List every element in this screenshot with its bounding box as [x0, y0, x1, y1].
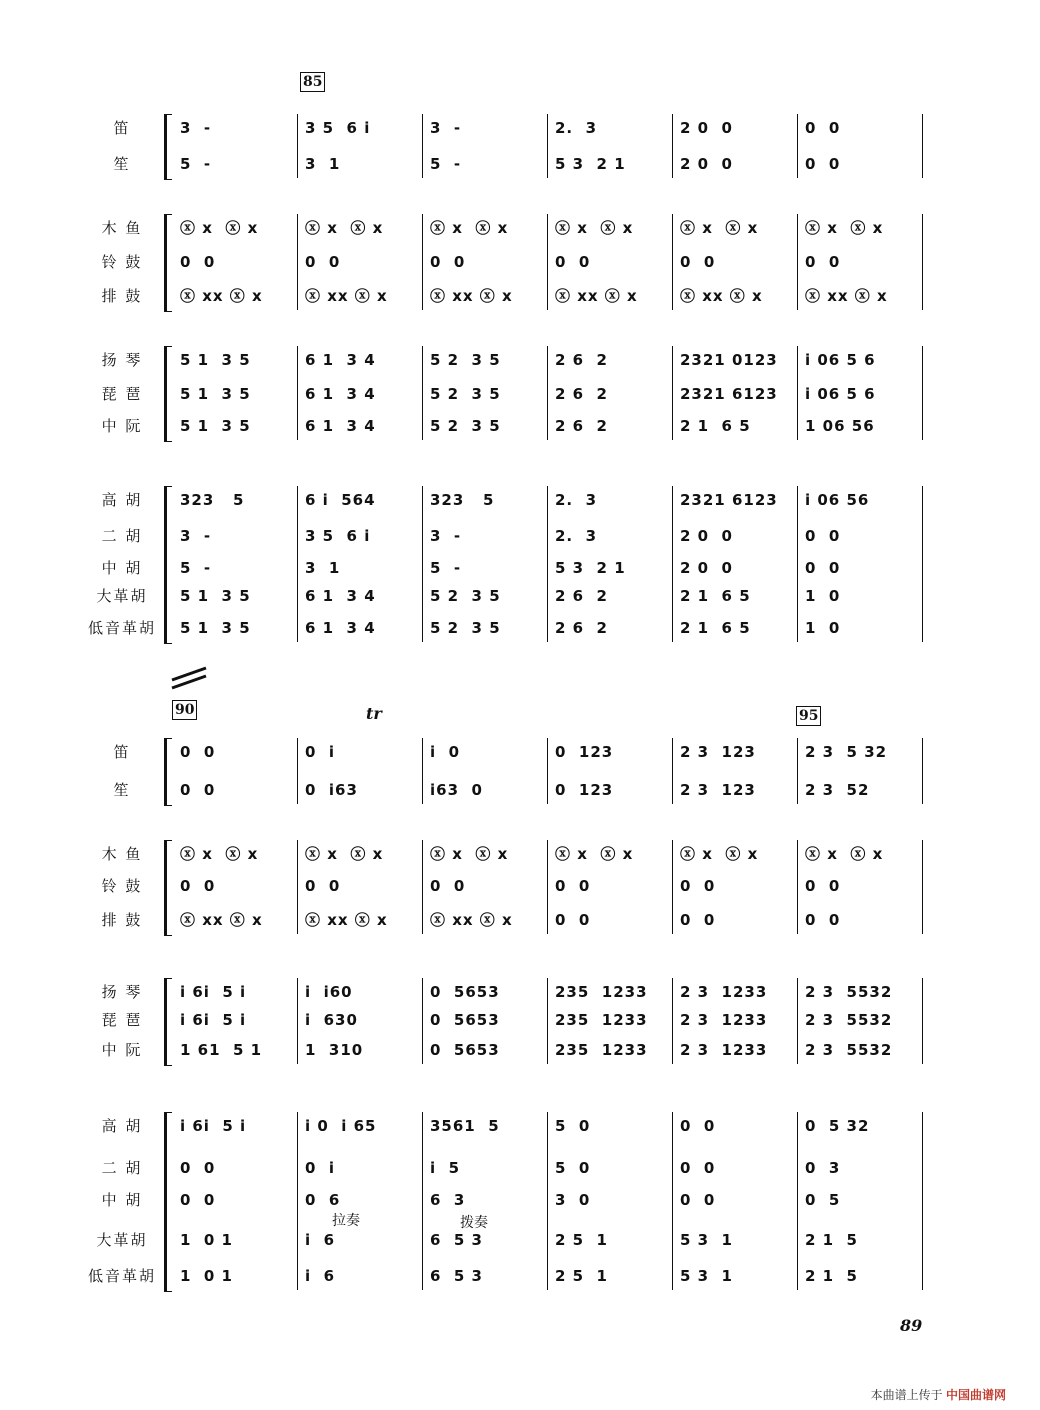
instrument-label: 扬 琴 [101, 983, 143, 1001]
measure: 2 3 5532 [805, 983, 893, 1001]
instrument-label: 大革胡 [96, 587, 148, 605]
measure: 1 310 [305, 1041, 364, 1059]
measure: 2 1 5 [805, 1267, 858, 1285]
measure: i 0 [430, 743, 461, 761]
instrument-label: 二 胡 [101, 1159, 143, 1177]
instrument-label: 高 胡 [101, 1117, 143, 1135]
measure: 235 1233 [555, 983, 648, 1001]
staff-row [0, 522, 1040, 550]
measure: 0 5 [805, 1191, 841, 1209]
measure: 1 06 56 [805, 417, 875, 435]
system-separator-icon [170, 666, 210, 690]
measure: 0 5653 [430, 1041, 500, 1059]
staff-row [0, 214, 1040, 242]
measure: 5 - [180, 559, 212, 577]
measure: 0 0 [430, 253, 466, 271]
measure: 3 - [430, 527, 462, 545]
measure: i 6i 5 i [180, 983, 247, 1001]
measure: 2 6 2 [555, 351, 608, 369]
measure: 2 1 6 5 [680, 587, 751, 605]
measure: 323 5 [430, 491, 495, 509]
measure: ⓧ x ⓧ x [305, 845, 384, 863]
measure: 0 0 [680, 1191, 716, 1209]
measure: 235 1233 [555, 1041, 648, 1059]
staff-row [0, 346, 1040, 374]
measure: 5 1 3 5 [180, 385, 251, 403]
performance-note: 拨奏 [460, 1215, 488, 1231]
measure: ⓧ x ⓧ x [805, 845, 884, 863]
measure: 2 0 0 [680, 155, 733, 173]
measure: ⓧ x ⓧ x [680, 219, 759, 237]
instrument-label: 铃 鼓 [101, 253, 143, 271]
instrument-label: 低音革胡 [87, 1267, 156, 1285]
rehearsal-mark: 90 [172, 700, 197, 720]
measure: 1 61 5 1 [180, 1041, 263, 1059]
measure: 2 5 1 [555, 1267, 608, 1285]
measure: 2 6 2 [555, 619, 608, 637]
measure: 2 0 0 [680, 559, 733, 577]
instrument-label: 笛 [113, 119, 131, 137]
measure: 0 0 [680, 877, 716, 895]
measure: 5 2 3 5 [430, 351, 501, 369]
measure: 2 6 2 [555, 417, 608, 435]
measure: ⓧ xx ⓧ x [805, 287, 888, 305]
measure: ⓧ xx ⓧ x [430, 287, 513, 305]
measure: 2 6 2 [555, 587, 608, 605]
staff-row [0, 1186, 1040, 1214]
staff-row [0, 872, 1040, 900]
measure: 2 3 1233 [680, 1011, 768, 1029]
measure: 2 3 1233 [680, 983, 768, 1001]
measure: 6 3 [430, 1191, 466, 1209]
measure: ⓧ x ⓧ x [430, 219, 509, 237]
staff-row [0, 486, 1040, 514]
measure: 0 0 [680, 911, 716, 929]
measure: 0 0 [180, 877, 216, 895]
measure: ⓧ x ⓧ x [180, 219, 259, 237]
measure: ⓧ xx ⓧ x [430, 911, 513, 929]
measure: 0 123 [555, 781, 614, 799]
instrument-label: 中 阮 [101, 1041, 143, 1059]
measure: i 0 i 65 [305, 1117, 377, 1135]
measure: 5 3 2 1 [555, 155, 626, 173]
measure: ⓧ xx ⓧ x [305, 287, 388, 305]
measure: ⓧ xx ⓧ x [680, 287, 763, 305]
staff-row [0, 282, 1040, 310]
measure: 5 3 1 [680, 1231, 733, 1249]
measure: 5 1 3 5 [180, 351, 251, 369]
measure: 2 0 0 [680, 527, 733, 545]
staff-row [0, 906, 1040, 934]
measure: i 06 5 6 [805, 385, 876, 403]
staff-row [0, 380, 1040, 408]
measure: 0 6 [305, 1191, 341, 1209]
measure: 3 - [430, 119, 462, 137]
staff-row [0, 412, 1040, 440]
measure: 3561 5 [430, 1117, 500, 1135]
measure: 5 - [430, 559, 462, 577]
staff-row [0, 248, 1040, 276]
measure: ⓧ x ⓧ x [555, 845, 634, 863]
measure: 0 0 [805, 253, 841, 271]
staff-row [0, 840, 1040, 868]
measure: 6 1 3 4 [305, 385, 376, 403]
instrument-label: 中 阮 [101, 417, 143, 435]
instrument-label: 琵 琶 [101, 385, 143, 403]
measure: 235 1233 [555, 1011, 648, 1029]
measure: 0 0 [555, 253, 591, 271]
trill-mark: tr [366, 704, 382, 723]
measure: i 6i 5 i [180, 1011, 247, 1029]
measure: 2321 6123 [680, 491, 778, 509]
staff-row [0, 150, 1040, 178]
measure: 0 0 [180, 253, 216, 271]
footer-brand: 中国曲谱网 [945, 1388, 1006, 1402]
measure: 0 5653 [430, 1011, 500, 1029]
measure: 6 1 3 4 [305, 587, 376, 605]
measure: 5 - [180, 155, 212, 173]
instrument-label: 二 胡 [101, 527, 143, 545]
measure: 3 - [180, 527, 212, 545]
measure: 5 0 [555, 1159, 591, 1177]
instrument-label: 琵 琶 [101, 1011, 143, 1029]
measure: ⓧ x ⓧ x [555, 219, 634, 237]
measure: 0 0 [805, 559, 841, 577]
measure: 6 5 3 [430, 1267, 483, 1285]
measure: 0 5 32 [805, 1117, 870, 1135]
measure: 5 2 3 5 [430, 619, 501, 637]
measure: 3 5 6 i [305, 119, 371, 137]
measure: i i60 [305, 983, 353, 1001]
measure: 0 0 [430, 877, 466, 895]
measure: 2 3 123 [680, 781, 756, 799]
measure: 0 0 [305, 877, 341, 895]
instrument-label: 排 鼓 [101, 911, 143, 929]
measure: ⓧ x ⓧ x [805, 219, 884, 237]
measure: 0 123 [555, 743, 614, 761]
measure: 2 1 6 5 [680, 417, 751, 435]
measure: 1 0 [805, 587, 841, 605]
measure: 0 0 [680, 1159, 716, 1177]
footer-prefix: 本曲谱上传于 [870, 1388, 943, 1402]
measure: i63 0 [430, 781, 483, 799]
performance-note: 拉奏 [332, 1213, 360, 1229]
staff-row [0, 1262, 1040, 1290]
measure: ⓧ xx ⓧ x [305, 911, 388, 929]
measure: 2321 6123 [680, 385, 778, 403]
measure: i 6i 5 i [180, 1117, 247, 1135]
measure: 0 0 [805, 911, 841, 929]
measure: 6 1 3 4 [305, 351, 376, 369]
measure: i 06 5 6 [805, 351, 876, 369]
staff-row [0, 776, 1040, 804]
measure: ⓧ x ⓧ x [680, 845, 759, 863]
staff-row [0, 1006, 1040, 1034]
instrument-label: 中 胡 [101, 559, 143, 577]
measure: 0 0 [805, 155, 841, 173]
measure: 3 - [180, 119, 212, 137]
measure: i 6 [305, 1231, 336, 1249]
measure: i 6 [305, 1267, 336, 1285]
measure: 5 2 3 5 [430, 587, 501, 605]
instrument-label: 笛 [113, 743, 131, 761]
measure: 6 i 564 [305, 491, 376, 509]
measure: 1 0 [805, 619, 841, 637]
staff-row [0, 1112, 1040, 1140]
measure: 2 3 5 32 [805, 743, 888, 761]
measure: 0 0 [180, 1159, 216, 1177]
measure: 2 3 5532 [805, 1011, 893, 1029]
measure: 5 3 2 1 [555, 559, 626, 577]
measure: 0 0 [555, 877, 591, 895]
instrument-label: 铃 鼓 [101, 877, 143, 895]
measure: 2 5 1 [555, 1231, 608, 1249]
staff-row [0, 1226, 1040, 1254]
measure: ⓧ x ⓧ x [180, 845, 259, 863]
measure: i 5 [430, 1159, 461, 1177]
measure: 2 1 6 5 [680, 619, 751, 637]
instrument-label: 排 鼓 [101, 287, 143, 305]
staff-row [0, 114, 1040, 142]
page-number: 89 [900, 1316, 923, 1335]
measure: 0 5653 [430, 983, 500, 1001]
measure: i 06 56 [805, 491, 870, 509]
staff-row [0, 614, 1040, 642]
measure: 2 1 5 [805, 1231, 858, 1249]
measure: 0 0 [680, 1117, 716, 1135]
measure: 0 i63 [305, 781, 358, 799]
measure: 323 5 [180, 491, 245, 509]
measure: 0 0 [805, 877, 841, 895]
instrument-label: 大革胡 [96, 1231, 148, 1249]
measure: 0 i [305, 1159, 336, 1177]
measure: 2 3 5532 [805, 1041, 893, 1059]
measure: 5 2 3 5 [430, 417, 501, 435]
measure: 0 3 [805, 1159, 841, 1177]
measure: 2 3 123 [680, 743, 756, 761]
measure: i 630 [305, 1011, 358, 1029]
measure: 2 0 0 [680, 119, 733, 137]
staff-row [0, 554, 1040, 582]
measure: 3 5 6 i [305, 527, 371, 545]
measure: 1 0 1 [180, 1267, 233, 1285]
instrument-label: 中 胡 [101, 1191, 143, 1209]
measure: 5 1 3 5 [180, 619, 251, 637]
measure: 1 0 1 [180, 1231, 233, 1249]
measure: ⓧ x ⓧ x [430, 845, 509, 863]
measure: 2 6 2 [555, 385, 608, 403]
measure: 0 0 [680, 253, 716, 271]
measure: 0 0 [555, 911, 591, 929]
measure: 5 1 3 5 [180, 587, 251, 605]
measure: 2. 3 [555, 491, 598, 509]
measure: 5 - [430, 155, 462, 173]
footer [871, 1386, 1006, 1403]
rehearsal-mark: 85 [300, 72, 325, 92]
measure: 5 3 1 [680, 1267, 733, 1285]
measure: 2 3 1233 [680, 1041, 768, 1059]
measure: ⓧ xx ⓧ x [180, 911, 263, 929]
measure: 0 0 [305, 253, 341, 271]
measure: 6 1 3 4 [305, 417, 376, 435]
measure: 0 0 [805, 527, 841, 545]
measure: 2 3 52 [805, 781, 870, 799]
instrument-label: 低音革胡 [87, 619, 156, 637]
measure: 3 0 [555, 1191, 591, 1209]
measure: 5 0 [555, 1117, 591, 1135]
measure: 3 1 [305, 155, 341, 173]
measure: 0 i [305, 743, 336, 761]
measure: 6 1 3 4 [305, 619, 376, 637]
staff-row [0, 1036, 1040, 1064]
instrument-label: 笙 [113, 781, 131, 799]
staff-row [0, 978, 1040, 1006]
measure: 2321 0123 [680, 351, 778, 369]
measure: 5 1 3 5 [180, 417, 251, 435]
rehearsal-mark: 95 [796, 706, 821, 726]
staff-row [0, 738, 1040, 766]
measure: ⓧ xx ⓧ x [180, 287, 263, 305]
instrument-label: 笙 [113, 155, 131, 173]
measure: 3 1 [305, 559, 341, 577]
measure: 2. 3 [555, 527, 598, 545]
staff-row [0, 582, 1040, 610]
measure: 6 5 3 [430, 1231, 483, 1249]
measure: 5 2 3 5 [430, 385, 501, 403]
instrument-label: 高 胡 [101, 491, 143, 509]
measure: ⓧ xx ⓧ x [555, 287, 638, 305]
instrument-label: 木 鱼 [101, 845, 143, 863]
instrument-label: 扬 琴 [101, 351, 143, 369]
instrument-label: 木 鱼 [101, 219, 143, 237]
measure: 0 0 [180, 743, 216, 761]
measure: 0 0 [180, 781, 216, 799]
staff-row [0, 1154, 1040, 1182]
measure: 2. 3 [555, 119, 598, 137]
measure: ⓧ x ⓧ x [305, 219, 384, 237]
measure: 0 0 [805, 119, 841, 137]
measure: 0 0 [180, 1191, 216, 1209]
